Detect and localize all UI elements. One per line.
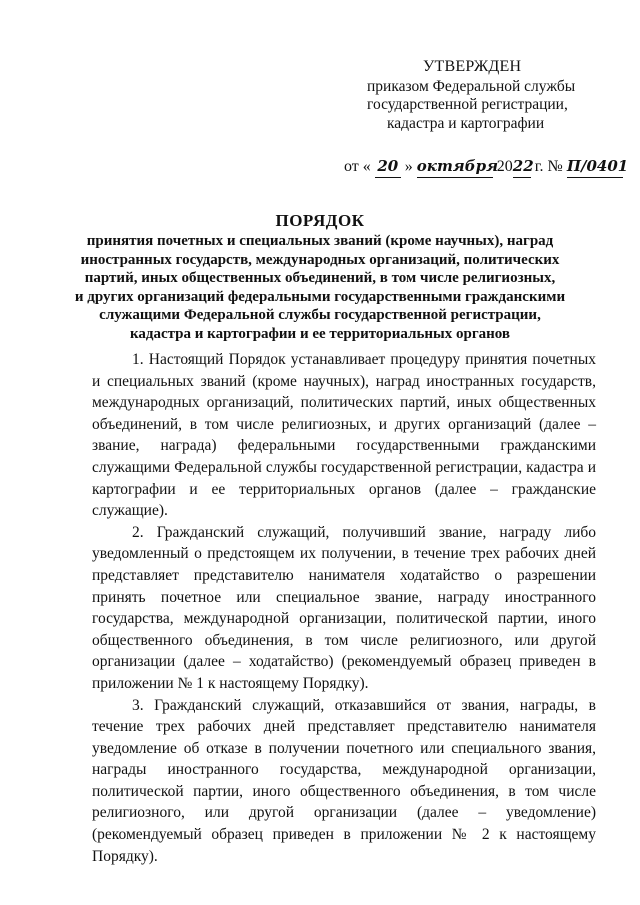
date-day-field <box>375 156 401 178</box>
subtitle-line: иностранных государств, международных организаций, политических <box>80 251 560 268</box>
year-suffix: г. № <box>534 158 563 175</box>
handwritten-month: октября <box>416 157 499 175</box>
approval-line: кадастра и картографии <box>387 114 545 132</box>
document-body <box>92 349 596 867</box>
paragraph-2: 2. Гражданский служащий, получивший звание, награду либо уведомленный о предстоящем их получении, в течение трех рабочих дней представляет представителю нанимателя ходатайство о разрешении принять почетное или специальное звание, награду иностранного государства, международной организации, политической партии, иного общественного объединения, в том числе религиозного, или другой организации (далее – ходатайство) (рекомендуемый образец приведен в приложении № 1 к настоящему Порядку). <box>92 523 596 692</box>
document-title: ПОРЯДОК <box>275 211 365 230</box>
subtitle-line: служащими Федеральной службы государственной регистрации, <box>99 307 541 324</box>
document-subtitle <box>40 232 600 344</box>
handwritten-year: 22 <box>512 157 534 175</box>
approval-date-line <box>344 156 629 178</box>
subtitle-line: кадастра и картографии и ее территориальных органов <box>129 325 511 342</box>
order-number-field <box>566 156 629 178</box>
date-prefix: от « <box>344 158 371 175</box>
handwritten-order-number: П/0401 <box>566 157 629 175</box>
subtitle-line: принятия почетных и специальных званий (кроме научных), наград <box>86 233 554 249</box>
approval-block <box>343 58 613 133</box>
paragraph-1: 1. Настоящий Порядок устанавливает процедуру принятия почетных и специальных званий (кроме научных), наград иностранных государств, международных организаций, политических партий, иных общественных объединений, в том числе религиозных, и других организаций (далее – звание, награда) федеральными государственными гражданскими служащими Федеральной службы государственной регистрации, кадастра и картографии и ее территориальных органов (далее – гражданские служащие). <box>92 351 596 520</box>
approval-line: приказом Федеральной службы <box>367 77 576 95</box>
handwritten-day: 20 <box>377 157 399 175</box>
approval-heading: УТВЕРЖДЕН <box>423 58 522 75</box>
year-prefix: 20 <box>496 158 513 175</box>
subtitle-line: партий, иных общественных объединений, в том числе религиозных, <box>84 270 556 287</box>
date-year-field <box>512 156 534 178</box>
date-month-field <box>416 156 499 178</box>
approval-line: государственной регистрации, <box>367 96 568 113</box>
date-mid: » <box>404 158 413 175</box>
subtitle-line: и других организаций федеральными государственными гражданскими <box>74 288 566 305</box>
paragraph-3: 3. Гражданский служащий, отказавшийся от звания, награды, в течение трех рабочих дней представляет представителю нанимателя уведомление об отказе в получении почетного или специального звания, награды иностранного государства, международной организации, политической партии, иного общественного объединения, в том числе религиозного, или другой организации (далее – уведомление) (рекомендуемый образец приведен в приложении № 2 к настоящему Порядку). <box>92 696 596 865</box>
